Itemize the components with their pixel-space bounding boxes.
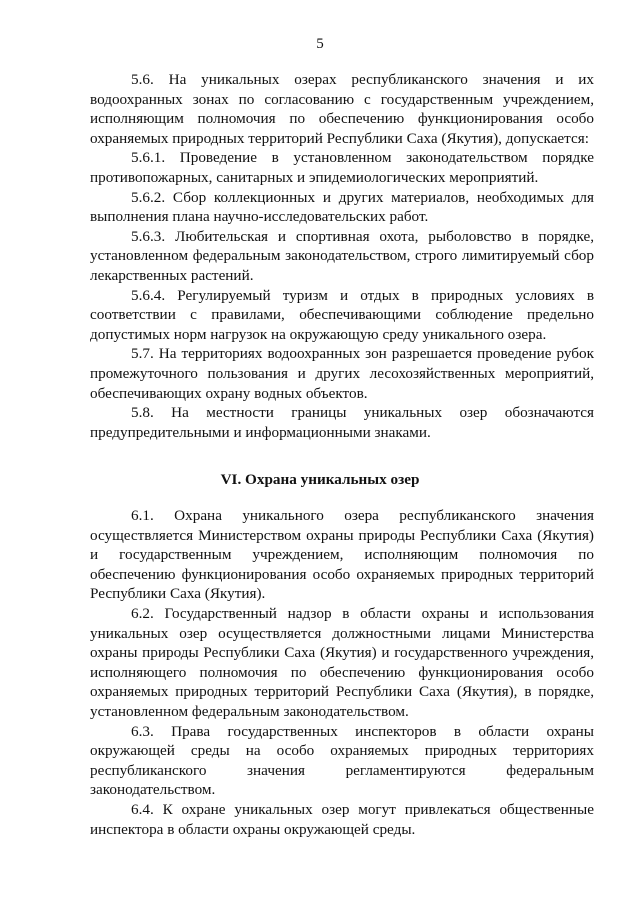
- paragraph-6-4: 6.4. К охране уникальных озер могут привлекаться общественные инспектора в области охраны окружающей среды.: [90, 800, 594, 838]
- paragraph-5-8: 5.8. На местности границы уникальных озер обозначаются предупредительными и информационными знаками.: [90, 404, 594, 441]
- paragraph-5-7: 5.7. На территориях водоохранных зон разрешается проведение рубок промежуточного пользования и других лесохозяйственных мероприятий, обеспечивающих охрану водных объектов.: [90, 345, 594, 402]
- paragraph-6-1: 6.1. Охрана уникального озера республиканского значения осуществляется Министерством охраны природы Республики Саха (Якутия) и государственным учреждением, исполняющим полномочия по обеспечению функционирования особо охраняемых природных территорий Республики Саха (Якутия).: [90, 507, 594, 603]
- paragraph-5-6-3: 5.6.3. Любительская и спортивная охота, рыболовство в порядке, установленном федеральным законодательством, строго лимитируемый сбор лекарственных растений.: [90, 227, 594, 284]
- paragraph-5-6: 5.6. На уникальных озерах республиканского значения и их водоохранных зонах по согласованию с государственным учреждением, исполняющим полномочия по обеспечению функционирования особо охраняемых природных территорий Республики Саха (Якутия), допускается:: [90, 71, 594, 147]
- paragraph-5-6-2: 5.6.2. Сбор коллекционных и других материалов, необходимых для выполнения плана научно-исследовательских работ.: [90, 188, 594, 226]
- paragraph-5-6-4: 5.6.4. Регулируемый туризм и отдых в природных условиях в соответствии с правилами, обеспечивающими соблюдение предельно допустимых норм нагрузок на окружающую среду уникального озера.: [90, 286, 594, 343]
- section-6-body: [90, 506, 594, 839]
- section-5-body: [90, 70, 594, 442]
- section-6-heading: VI. Охрана уникальных озер: [220, 471, 420, 488]
- paragraph-6-2: 6.2. Государственный надзор в области охраны и использования уникальных озер осуществляется должностными лицами Министерства охраны природы Республики Саха (Якутия) и государственного учреждения, исполняющего полномочия по обеспечению функционирования особо охраняемых природных территорий Республики Саха (Якутия), в порядке, установленном федеральным законодательством.: [90, 604, 594, 720]
- page-number: 5: [316, 36, 324, 52]
- paragraph-5-6-1: 5.6.1. Проведение в установленном законодательством порядке противопожарных, санитарных и эпидемиологических мероприятий.: [90, 149, 594, 186]
- paragraph-6-3: 6.3. Права государственных инспекторов в области охраны окружающей среды на особо охраняемых природных территориях республиканского значения регламентируются федеральным законодательством.: [90, 722, 594, 799]
